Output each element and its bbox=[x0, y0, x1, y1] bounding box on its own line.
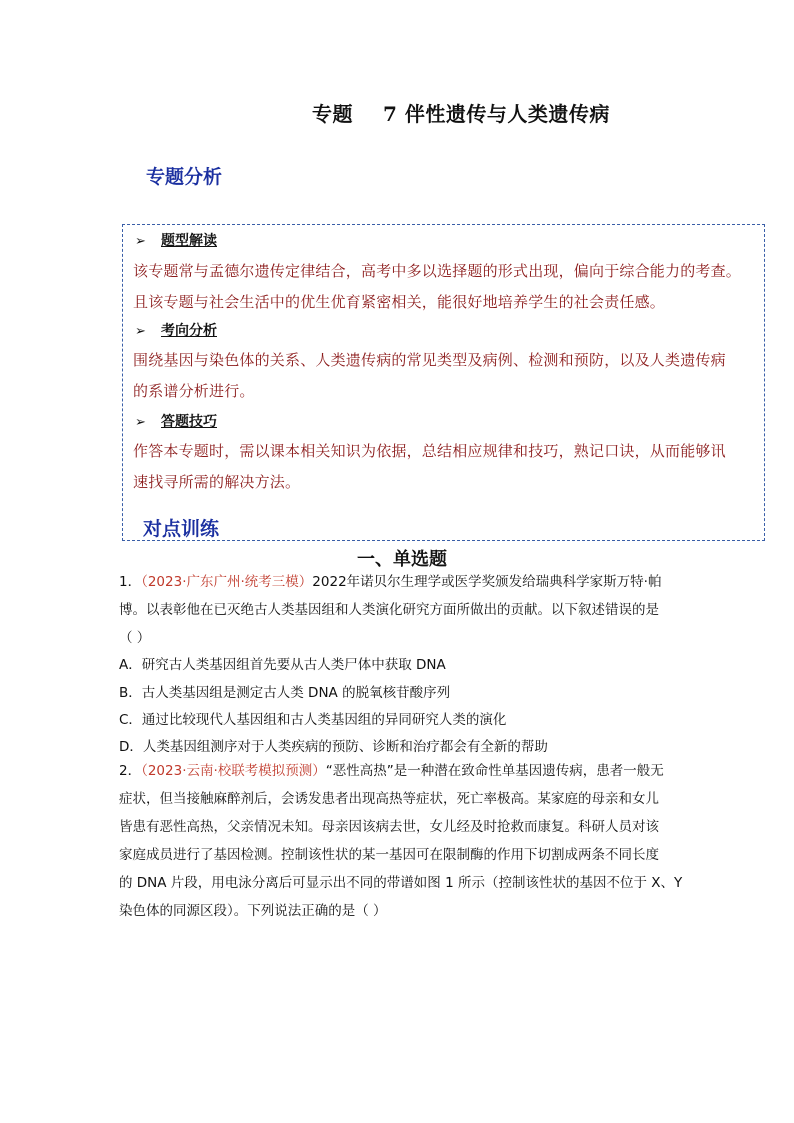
section-title: 一、单选题 bbox=[357, 549, 447, 570]
subheading-question-type: ➢ 题型解读 bbox=[135, 233, 217, 249]
arrow-bullet-icon: ➢ bbox=[135, 415, 146, 430]
page-title bbox=[312, 98, 610, 127]
option-a: A．研究古人类基因组首先要从古人类尸体中获取 DNA bbox=[119, 657, 446, 673]
question-number: 1． bbox=[119, 574, 142, 590]
title-main: 7 伴性遗传与人类遗传病 bbox=[383, 102, 610, 126]
practice-heading: 对点训练 bbox=[143, 518, 220, 540]
question-source: （2023·云南·校联考模拟预测） bbox=[141, 763, 326, 779]
subheading-trend-analysis: ➢ 考向分析 bbox=[135, 323, 217, 339]
question-number: 2． bbox=[119, 763, 142, 779]
question-2: 2．（2023·云南·校联考模拟预测）“恶性高热”是一种潜在致命性单基因遗传病，患者一般无 症状，但当接触麻醉剂后，会诱发患者出现高热等症状，死亡率极高。某家庭的母亲和女儿 皆患有恶性高热，父亲情况未知。母亲因该病去世，女儿经及时抢救而康复。科研人员对该 家庭成员进行了基因检测。控制该性状的某一基因可在限制酶的作用下切割成两条不同长度 的 DNA 片段，用电泳分离后可显示出不同的带谱如图 1 所示（控制该性状的基因不位于 X、Y 染色体的同源区段）。下列说法正确的是（ ） bbox=[119, 763, 683, 919]
question-source: （2023·广东广州·统考三模） bbox=[141, 574, 313, 590]
subheading-answer-tips: ➢ 答题技巧 bbox=[135, 414, 217, 430]
option-d: D．人类基因组测序对于人类疾病的预防、诊断和治疗都会有全新的帮助 bbox=[119, 739, 548, 755]
title-prefix: 专题 bbox=[312, 102, 353, 126]
analysis-heading: 专题分析 bbox=[146, 166, 223, 188]
paragraph-answer-tips: 作答本专题时，需以课本相关知识为依据，总结相应规律和技巧，熟记口诀，从而能够讯 速找寻所需的解决方法。 bbox=[133, 442, 726, 491]
arrow-bullet-icon: ➢ bbox=[135, 324, 146, 339]
arrow-bullet-icon: ➢ bbox=[135, 234, 146, 249]
paragraph-question-type: 该专题常与孟德尔遗传定律结合，高考中多以选择题的形式出现，偏向于综合能力的考查。 且该专题与社会生活中的优生优育紧密相关，能很好地培养学生的社会责任感。 bbox=[133, 262, 742, 311]
question-1: 1．（2023·广东广州·统考三模）2022年诺贝尔生理学或医学奖颁发给瑞典科学家斯万特·帕 博。以表彰他在已灭绝古人类基因组和人类演化研究方面所做出的贡献。以下叙述错误的是 （ ） bbox=[119, 574, 662, 646]
option-c: C．通过比较现代人基因组和古人类基因组的异同研究人类的演化 bbox=[119, 712, 507, 728]
option-b: B．古人类基因组是测定古人类 DNA 的脱氧核苷酸序列 bbox=[119, 685, 451, 701]
paragraph-trend-analysis: 围绕基因与染色体的关系、人类遗传病的常见类型及病例、检测和预防，以及人类遗传病 的系谱分析进行。 bbox=[133, 351, 726, 400]
